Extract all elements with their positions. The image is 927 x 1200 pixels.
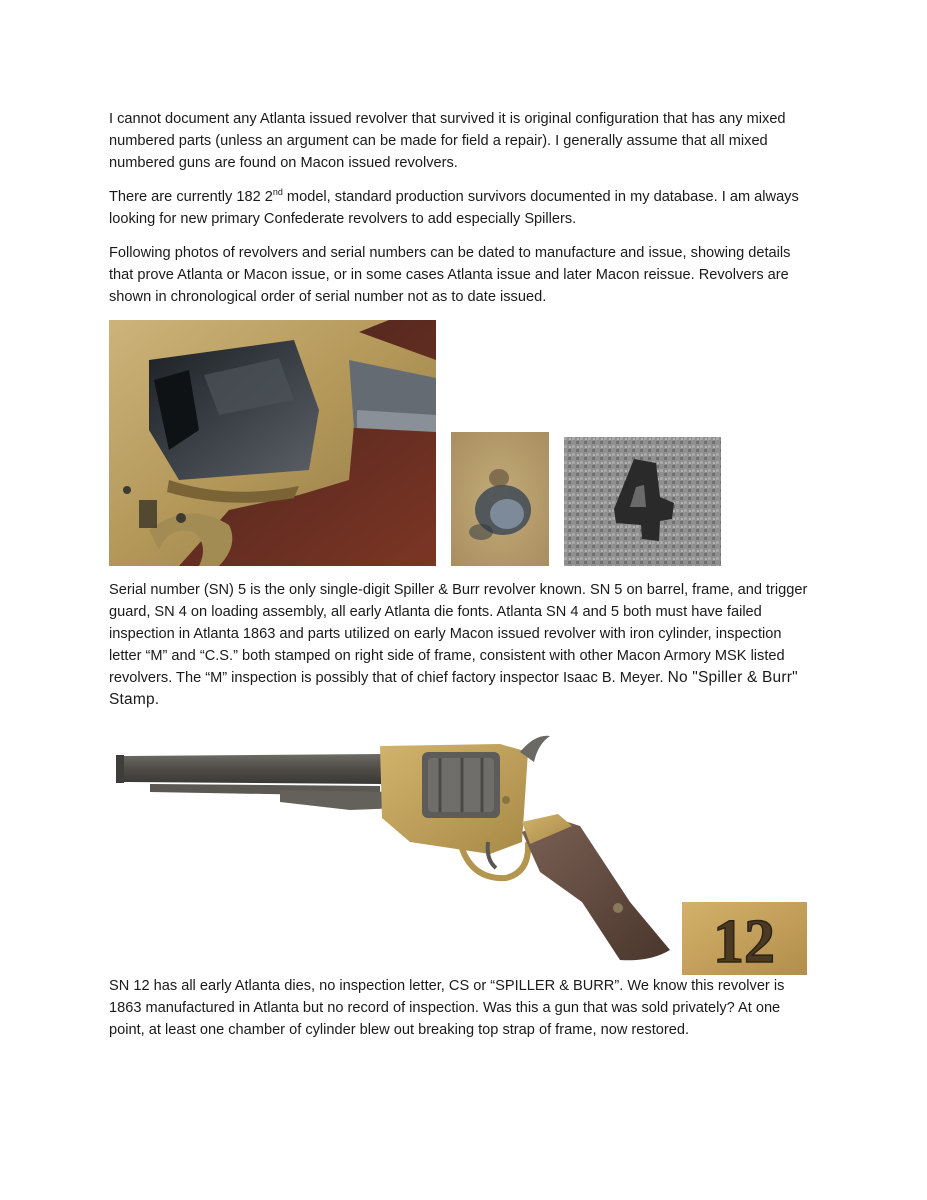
sn5-description-paragraph (109, 579, 809, 711)
photos-intro-paragraph: Following photos of revolvers and serial numbers can be dated to manufacture and issue, showing details that prove Atlanta or Macon issue, or in some cases Atlanta issue and later Macon reissue. Revolvers are shown in chronological order of serial number not as to date issued. (109, 245, 791, 305)
sn5-stamp-closeup-photo (451, 432, 549, 566)
database-paragraph (109, 186, 809, 230)
sn5-revolver-closeup-photo (109, 320, 436, 566)
intro-paragraph: I cannot document any Atlanta issued revolver that survived it is original configuration that has any mixed numbered parts (unless an argument can be made for field a repair). I generally assume that all mixed numbered guns are found on Macon issued revolvers. (109, 111, 786, 171)
sn12-stamp-closeup-photo (682, 902, 807, 975)
superscript-nd: nd (272, 187, 283, 198)
sn12-revolver-photo (110, 722, 680, 972)
database-text-start: There are currently 182 2 (109, 189, 273, 205)
sn5-description-text: Serial number (SN) 5 is the only single-digit Spiller & Burr revolver known. SN 5 on barrel, frame, and trigger guard, SN 4 on loading assembly, all early Atlanta die fonts. Atlanta SN 4 and 5 both must have failed inspection in Atlanta 1863 and parts utilized on early Macon issued revolver with iron cylinder, inspection letter “M” and “C.S.” both stamped on right side of frame, consistent with other Macon Armory MSK listed revolvers. The “M” inspection is possibly that of chief factory inspector Isaac B. Meyer. (109, 582, 808, 686)
sn4-stamp-closeup-photo (564, 437, 721, 566)
no-stamp-note: No "Spiller & Burr" Stamp. (109, 669, 798, 708)
database-text-end: model, standard production survivors documented in my database. I am always looking for new primary Confederate revolvers to add especially Spillers. (109, 189, 799, 227)
stamp-number-12: 12 (713, 908, 775, 975)
sn12-description-paragraph: SN 12 has all early Atlanta dies, no inspection letter, CS or “SPILLER & BURR”. We know this revolver is 1863 manufactured in Atlanta but no record of inspection. Was this a gun that was sold privately? At one point, at least one chamber of cylinder blew out breaking top strap of frame, now restored. (109, 978, 785, 1038)
